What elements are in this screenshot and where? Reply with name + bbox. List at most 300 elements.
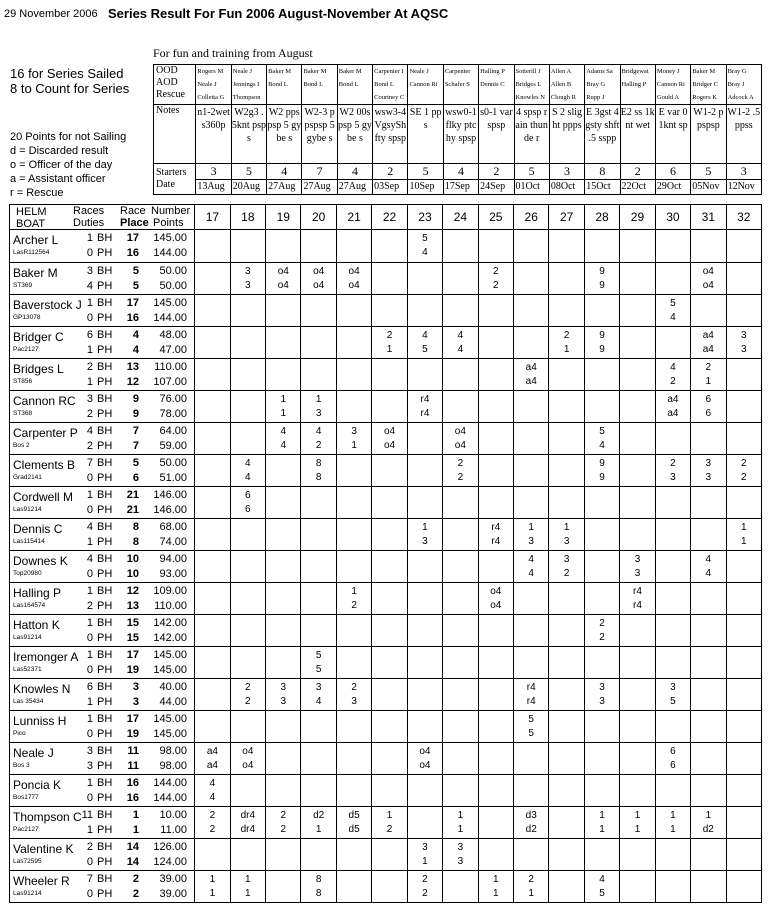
race-date: 08Oct [550, 181, 576, 192]
ph-points: 144.00 [153, 792, 187, 804]
ph-place: 19 [126, 664, 139, 676]
race-result-cell [301, 871, 336, 903]
bh-line [71, 328, 187, 343]
bh-place: 1 [132, 809, 139, 821]
boat-name: Las91214 [13, 890, 42, 897]
boat-name: Bos 3 [13, 762, 30, 769]
bh-place: 10 [126, 553, 139, 565]
helm-row [10, 807, 762, 839]
race-result-cell [443, 295, 478, 327]
race-result-cell [195, 807, 230, 839]
result-ph: 1 [457, 824, 464, 835]
result-bh: a4 [206, 746, 218, 757]
race-officials-cell [337, 65, 372, 105]
helm-row [10, 743, 762, 775]
race-result-cell [584, 743, 619, 775]
result-bh: 4 [705, 554, 712, 565]
bh-points: 144.00 [153, 777, 187, 789]
result-ph: d2 [525, 824, 537, 835]
duties-count: 0 [86, 664, 93, 676]
result-bh: 5 [670, 298, 676, 309]
race-result-cell [514, 263, 549, 295]
page-subtitle: For fun and training from August [153, 46, 313, 60]
ph-points: 93.00 [159, 568, 187, 580]
aod-name: Bond L [303, 81, 324, 88]
race-notes: s0-1 var spsp [479, 105, 514, 164]
bh-place: 12 [126, 585, 139, 597]
helm-stats [71, 552, 187, 582]
race-result-cell [549, 230, 584, 263]
race-number-header: 26 [514, 205, 549, 230]
ph-points: 47.00 [159, 344, 187, 356]
ph-label: PH [97, 600, 113, 612]
bh-points: 10.00 [159, 809, 187, 821]
race-result-cell [620, 679, 655, 711]
races-header: Races [73, 205, 105, 217]
race-result-cell [514, 583, 549, 615]
race-result-cell [372, 295, 407, 327]
result-bh: 1 [315, 394, 322, 405]
boat-name: LasR112564 [13, 249, 50, 256]
result-ph: 3 [315, 408, 322, 419]
result-bh: 1 [386, 810, 393, 821]
duties-count: 1 [86, 824, 93, 836]
ph-points: 59.00 [159, 440, 187, 452]
race-notes: E var 0 1knt sp [655, 105, 690, 164]
starters-date-label-cell [154, 164, 196, 195]
result-ph: 4 [245, 472, 251, 483]
helm-row [10, 647, 762, 679]
result-ph: 9 [599, 472, 605, 483]
aod-name: Bond L [268, 81, 288, 88]
race-result-cell [691, 455, 726, 487]
helm-stats [71, 264, 187, 294]
duties-count: 0 [86, 247, 93, 259]
race-result-cell [195, 743, 230, 775]
result-bh: 2 [386, 330, 393, 341]
result-bh: 1 [209, 874, 216, 885]
result-bh: 3 [422, 842, 428, 853]
boat-name: Top20980 [13, 570, 42, 577]
helm-name: Bridger C [13, 330, 64, 344]
rescue-name: Rogers K [692, 94, 717, 101]
race-result-cell [407, 423, 442, 455]
ph-line [71, 246, 187, 261]
race-result-cell [478, 615, 513, 647]
result-bh: 4 [315, 426, 322, 437]
ood-name: Baker M [692, 68, 716, 75]
race-result-cell [195, 551, 230, 583]
races-sailed: 1 [86, 649, 93, 661]
starters-date-stack [232, 164, 266, 194]
date-label: Date [156, 179, 175, 190]
bh-line [71, 392, 187, 407]
bh-place: 17 [126, 232, 139, 244]
aod-label: AOD [156, 77, 178, 88]
race-result-cell [620, 359, 655, 391]
race-result-cell [549, 615, 584, 647]
race-result-cell [620, 775, 655, 807]
result-bh: 6 [705, 394, 712, 405]
duties-count: 0 [86, 728, 93, 740]
race-result-cell [336, 391, 371, 423]
rescue-name: Halling P [621, 81, 647, 88]
starters-label: Starters [156, 167, 187, 178]
race-starters-date-cell [408, 164, 443, 195]
race-result-cell [726, 871, 761, 903]
boat-name: Las91214 [13, 506, 42, 513]
race-result-cell [549, 359, 584, 391]
legend-discarded: d = Discarded result [10, 145, 109, 157]
race-result-cell [549, 295, 584, 327]
race-notes: S 2 slight ppps [549, 105, 584, 164]
race-result-cell [336, 423, 371, 455]
starters-date-stack [479, 164, 513, 194]
boat-name: Bos1777 [13, 794, 39, 801]
ph-line [71, 535, 187, 550]
race-starters: 4 [444, 164, 478, 180]
result-bh: 2 [599, 618, 605, 629]
race-officials-cell [302, 65, 337, 105]
race-result-cell [443, 583, 478, 615]
bh-label: BH [97, 521, 113, 533]
result-ph: r4 [526, 696, 536, 707]
race-result-cell [372, 711, 407, 743]
ph-line [71, 631, 187, 646]
result-ph: a4 [525, 376, 537, 387]
race-result-cell [584, 775, 619, 807]
helm-header: HELM [16, 206, 47, 218]
race-result-cell [301, 423, 336, 455]
ph-place: 16 [126, 792, 139, 804]
race-result-cell [443, 679, 478, 711]
race-result-cell [443, 327, 478, 359]
helm-cell [10, 295, 195, 327]
result-ph: 3 [599, 696, 605, 707]
race-result-cell [336, 295, 371, 327]
ph-points: 98.00 [159, 760, 187, 772]
race-result-cell [301, 519, 336, 551]
result-ph: o4 [313, 280, 325, 291]
race-notes: wsw0-1 flky ptchy spsp [443, 105, 478, 164]
race-result-cell [726, 551, 761, 583]
ph-line [71, 567, 187, 582]
helm-name: Hatton K [13, 618, 60, 632]
helm-row [10, 615, 762, 647]
boat-name: ST368 [13, 410, 33, 417]
bh-label: BH [97, 232, 113, 244]
race-result-cell [584, 679, 619, 711]
race-starters-date-cell [267, 164, 302, 195]
helm-name: Valentine K [13, 842, 74, 856]
helm-stats [71, 584, 187, 614]
bh-place: 17 [126, 297, 139, 309]
helm-cell [10, 519, 195, 551]
duties-header: Duties [73, 217, 105, 229]
result-ph: o4 [490, 600, 502, 611]
duties-count: 0 [86, 792, 93, 804]
race-result-cell [195, 230, 230, 263]
ph-place: 10 [126, 568, 139, 580]
race-result-cell [514, 711, 549, 743]
race-date: 27Aug [268, 181, 296, 192]
race-result-cell [691, 775, 726, 807]
helm-name: Halling P [13, 586, 62, 600]
bh-points: 110.00 [154, 361, 187, 373]
helm-name: Baker M [13, 266, 58, 280]
race-result-cell [691, 263, 726, 295]
legend-not-sailing: 20 Points for not Sailing [10, 131, 127, 143]
helm-row [10, 487, 762, 519]
ph-points: 44.00 [159, 696, 187, 708]
race-result-cell [620, 871, 655, 903]
ood-row [154, 65, 762, 105]
ph-label: PH [97, 247, 113, 259]
race-result-cell [443, 647, 478, 679]
race-notes: E2 ss 1knt wet [620, 105, 655, 164]
ph-points: 144.00 [153, 312, 187, 324]
race-officials-cell [408, 65, 443, 105]
ph-points: 50.00 [159, 280, 187, 292]
race-starters: 3 [550, 164, 584, 180]
result-ph: a4 [702, 344, 714, 355]
result-bh: a4 [702, 330, 714, 341]
bh-label: BH [97, 329, 113, 341]
race-result-cell [726, 230, 761, 263]
race-result-cell [655, 551, 690, 583]
race-result-cell [620, 615, 655, 647]
race-result-cell [655, 487, 690, 519]
boat-name: ST856 [13, 378, 33, 385]
result-bh: 2 [351, 682, 357, 693]
race-date: 12Nov [727, 181, 755, 192]
result-ph: 8 [315, 888, 322, 899]
bh-points: 40.00 [159, 681, 187, 693]
race-result-cell [230, 359, 265, 391]
aod-name: Bond L [338, 81, 359, 88]
race-result-cell [655, 327, 690, 359]
result-ph: o4 [454, 440, 466, 451]
race-result-cell [549, 775, 584, 807]
race-result-cell [336, 775, 371, 807]
result-ph: o4 [702, 280, 714, 291]
race-result-cell [230, 519, 265, 551]
bh-place: 5 [132, 457, 139, 469]
bh-points: 146.00 [153, 489, 187, 501]
result-ph: 5 [670, 696, 676, 707]
race-starters: 2 [373, 164, 407, 180]
race-result-cell [407, 487, 442, 519]
bh-line [71, 231, 187, 246]
result-ph: 1 [599, 824, 605, 835]
race-result-cell [549, 679, 584, 711]
race-result-cell [549, 487, 584, 519]
starters-date-row [154, 164, 762, 195]
aod-name: Bray G [586, 81, 606, 88]
ph-place: 3 [132, 696, 139, 708]
helm-cell [10, 711, 195, 743]
race-result-cell [230, 295, 265, 327]
race-result-cell [230, 551, 265, 583]
duties-count: 3 [86, 760, 93, 772]
ph-place: 14 [126, 856, 139, 868]
result-ph: 3 [528, 536, 534, 547]
result-ph: 1 [705, 376, 712, 387]
result-ph: 5 [315, 664, 322, 675]
race-notes: wsw3-4 VgsySh fty spsp [373, 105, 408, 164]
result-bh: 3 [740, 330, 747, 341]
race-result-cell [195, 615, 230, 647]
result-bh: 4 [457, 330, 464, 341]
race-starters-date-cell [726, 164, 761, 195]
race-result-cell [195, 871, 230, 903]
bh-label: BH [97, 745, 113, 757]
race-result-cell [655, 295, 690, 327]
race-result-cell [301, 359, 336, 391]
ph-points: 124.00 [153, 856, 187, 868]
race-result-cell [620, 391, 655, 423]
bh-points: 145.00 [153, 232, 187, 244]
race-result-cell [584, 230, 619, 263]
race-result-cell [478, 679, 513, 711]
race-result-cell [691, 583, 726, 615]
race-result-cell [655, 423, 690, 455]
race-result-cell [195, 647, 230, 679]
race-result-cell [336, 647, 371, 679]
race-result-cell [478, 711, 513, 743]
race-result-cell [620, 423, 655, 455]
helm-name: Poncia K [13, 778, 62, 792]
race-result-cell [266, 519, 301, 551]
helm-name: Iremonger A [13, 650, 79, 664]
race-info-table [153, 64, 762, 195]
ph-place: 7 [132, 440, 139, 452]
result-ph: 4 [528, 568, 534, 579]
ph-points: 146.00 [153, 504, 187, 516]
race-result-cell [372, 807, 407, 839]
race-result-cell [514, 487, 549, 519]
result-bh: 2 [705, 362, 712, 373]
ph-line [71, 791, 187, 806]
race-starters-date-cell [585, 164, 620, 195]
race-result-cell [620, 519, 655, 551]
result-ph: d5 [348, 824, 360, 835]
bh-label: BH [97, 841, 113, 853]
starters-date-stack [515, 164, 549, 194]
result-bh: 4 [280, 426, 287, 437]
result-ph: 6 [670, 760, 676, 771]
helm-stats [71, 680, 187, 710]
ph-label: PH [97, 696, 113, 708]
ph-label: PH [97, 824, 113, 836]
race-result-cell [584, 615, 619, 647]
ph-label: PH [97, 568, 113, 580]
race-result-cell [336, 711, 371, 743]
ph-points: 39.00 [159, 888, 187, 900]
race-result-cell [655, 807, 690, 839]
bh-place: 8 [132, 521, 139, 533]
race-result-cell [691, 871, 726, 903]
result-ph: 4 [209, 792, 216, 803]
race-result-cell [584, 647, 619, 679]
bh-points: 48.00 [159, 329, 187, 341]
ph-line [71, 823, 187, 838]
race-header: Race [120, 205, 146, 217]
ph-line [71, 311, 187, 326]
race-result-cell [549, 391, 584, 423]
race-result-cell [230, 679, 265, 711]
bh-label: BH [97, 361, 113, 373]
race-result-cell [195, 487, 230, 519]
races-sailed: 1 [86, 232, 93, 244]
ph-place: 6 [132, 472, 139, 484]
race-result-cell [549, 327, 584, 359]
aod-name: Neale J [197, 81, 217, 88]
result-bh: 3 [315, 682, 322, 693]
result-bh: 8 [315, 458, 322, 469]
bh-place: 17 [126, 713, 139, 725]
race-result-cell [372, 519, 407, 551]
boat-name: Las91214 [13, 634, 42, 641]
race-result-cell [478, 871, 513, 903]
result-ph: 4 [670, 312, 676, 323]
result-ph: 4 [599, 440, 605, 451]
duties-count: 0 [86, 312, 93, 324]
race-date: 13Aug [197, 181, 225, 192]
helm-name: Downes K [13, 554, 68, 568]
boat-name: Pico [13, 730, 26, 737]
helm-name: Archer L [13, 233, 59, 247]
bh-line [71, 456, 187, 471]
duties-count: 0 [86, 856, 93, 868]
ph-label: PH [97, 664, 113, 676]
race-officials-cell [726, 65, 761, 105]
ood-name: Adams Sa [586, 68, 613, 75]
race-result-cell [726, 519, 761, 551]
race-result-cell [301, 583, 336, 615]
bh-points: 98.00 [159, 745, 187, 757]
result-bh: 2 [209, 810, 216, 821]
race-starters-date-cell [231, 164, 266, 195]
ph-label: PH [97, 440, 113, 452]
result-ph: r4 [633, 600, 642, 611]
aod-name: Cannon Ri [656, 81, 685, 88]
race-result-cell [514, 775, 549, 807]
race-number-header: 24 [443, 205, 478, 230]
result-ph: 1 [670, 824, 676, 835]
race-result-cell [230, 583, 265, 615]
number-header: Number [151, 205, 191, 217]
result-bh: 4 [599, 874, 605, 885]
race-result-cell [407, 551, 442, 583]
race-result-cell [443, 839, 478, 871]
race-officials-cell [514, 65, 549, 105]
race-result-cell [655, 839, 690, 871]
bh-label: BH [97, 297, 113, 309]
boat-name: ST369 [13, 282, 33, 289]
race-result-cell [549, 583, 584, 615]
notes-label: Notes [154, 105, 196, 164]
result-bh: 3 [563, 554, 570, 565]
rescue-name: Colletta G [197, 94, 225, 101]
bh-line [71, 840, 187, 855]
race-notes: W1-2 ppspsp [691, 105, 726, 164]
starters-date-stack [656, 164, 690, 194]
race-result-cell [301, 551, 336, 583]
races-sailed: 2 [86, 841, 93, 853]
race-result-cell [478, 583, 513, 615]
race-starters-date-cell [196, 164, 231, 195]
